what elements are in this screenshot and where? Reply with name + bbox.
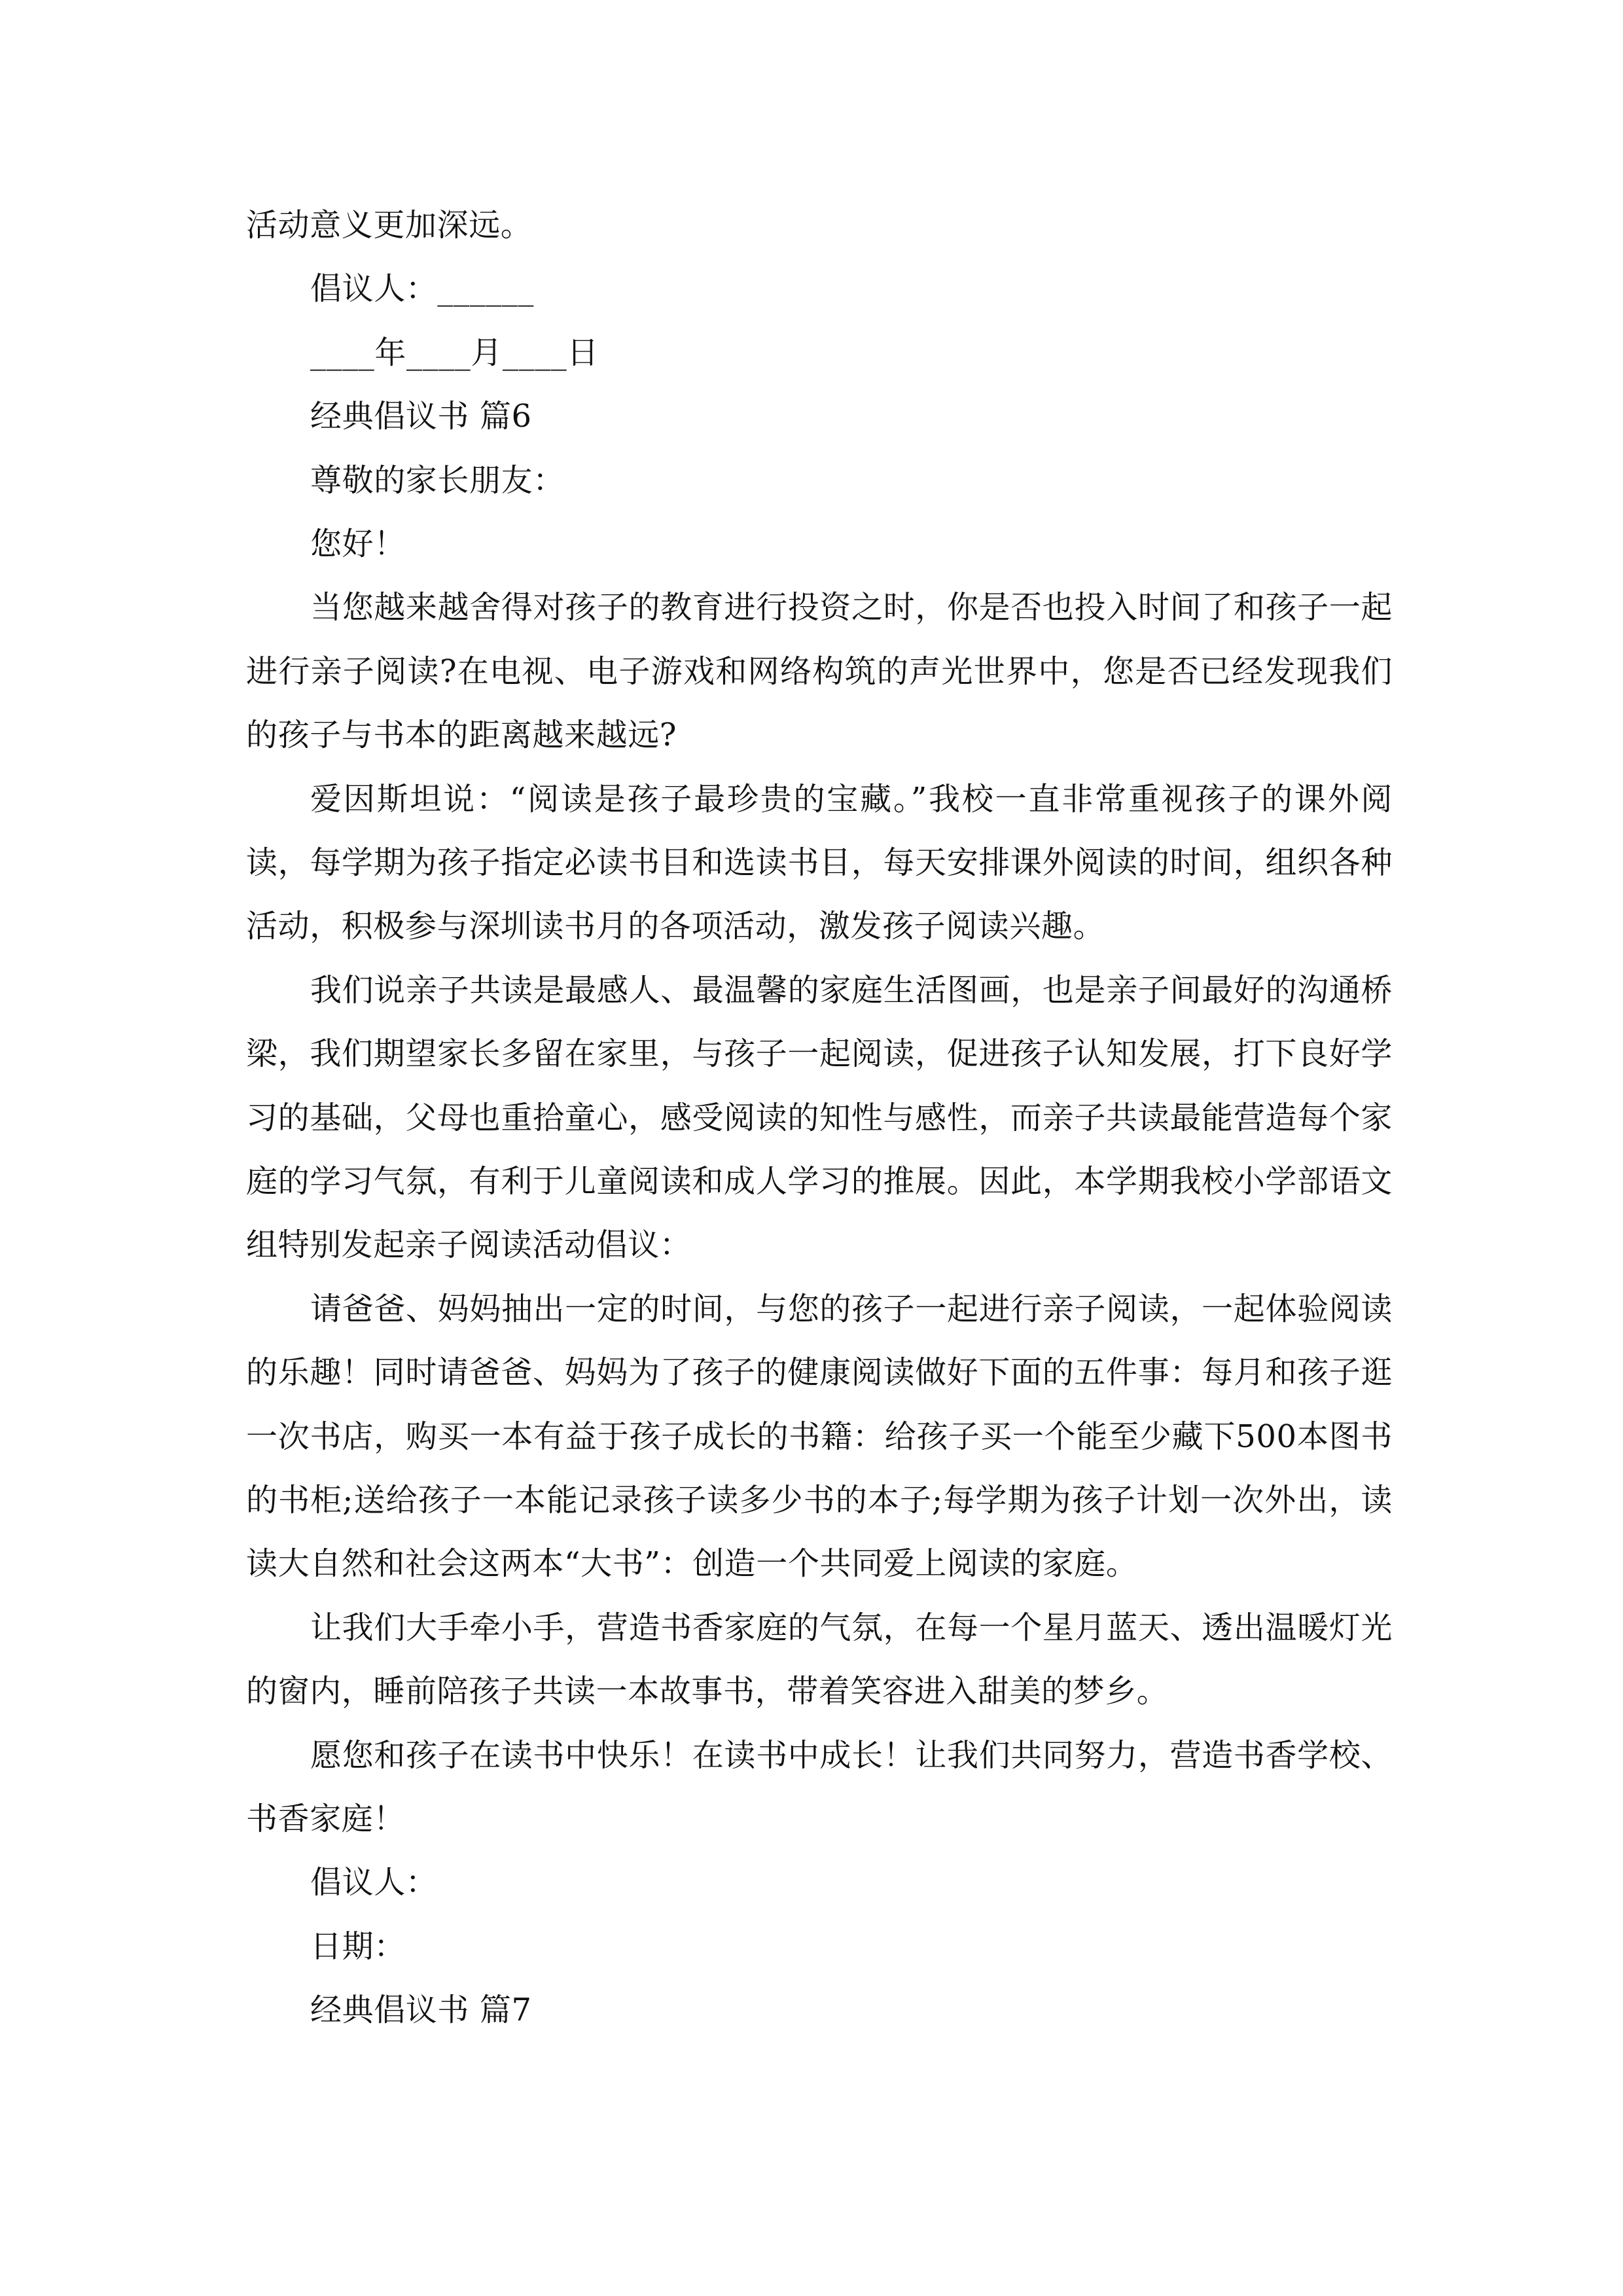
paragraph-einstein: 爱因斯坦说：“阅读是孩子最珍贵的宝藏。”我校一直非常重视孩子的课外阅读，每学期为孩子指定必读书目和选读书目，每天安排课外阅读的时间，组织各种活动，积极参与深圳读书月的各项活动，激发孩子阅读兴趣。 <box>246 780 1393 945</box>
closing-date: 日期： <box>310 1928 406 1965</box>
greeting: 您好！ <box>310 525 406 562</box>
paragraph-parent-child-reading: 我们说亲子共读是最感人、最温馨的家庭生活图画，也是亲子间最好的沟通桥梁，我们期望家长多留在家里，与孩子一起阅读，促进孩子认知发展，打下良好学习的基础，父母也重拾童心，感受阅读的知性与感性，而亲子共读最能营造每个家庭的学习气氛，有利于儿童阅读和成人学习的推展。因此，本学期我校小学部语文组特别发起亲子阅读活动倡议： <box>246 971 1393 1264</box>
section-heading-6: 经典倡议书 篇6 <box>310 398 532 435</box>
salutation: 尊敬的家长朋友： <box>310 461 565 499</box>
document-body <box>246 194 1393 2043</box>
paragraph-hand-in-hand: 让我们大手牵小手，营造书香家庭的气氛，在每一个星月蓝天、透出温暖灯光的窗内，睡前陪孩子共读一本故事书，带着笑容进入甜美的梦乡。 <box>246 1609 1393 1710</box>
proposer-line: 倡议人：______ <box>310 270 535 308</box>
closing-proposer: 倡议人： <box>310 1864 438 1901</box>
paragraph-intro: 当您越来越舍得对孩子的教育进行投资之时，你是否也投入时间了和孩子一起进行亲子阅读?在电视、电子游戏和网络构筑的声光世界中，您是否已经发现我们的孩子与书本的距离越来越远? <box>246 589 1393 754</box>
previous-section-ending: 活动意义更加深远。 <box>246 207 533 243</box>
paragraph-wishes: 愿您和孩子在读书中快乐！在读书中成长！让我们共同努力，营造书香学校、书香家庭！ <box>246 1736 1393 1838</box>
date-blank-line: ____年____月____日 <box>310 334 599 371</box>
paragraph-five-things: 请爸爸、妈妈抽出一定的时间，与您的孩子一起进行亲子阅读，一起体验阅读的乐趣！同时请爸爸、妈妈为了孩子的健康阅读做好下面的五件事：每月和孩子逛一次书店，购买一本有益于孩子成长的书籍：给孩子买一个能至少藏下500本图书的书柜;送给孩子一本能记录孩子读多少书的本子;每学期为孩子计划一次外出，读读大自然和社会这两本“大书”：创造一个共同爱上阅读的家庭。 <box>246 1290 1393 1583</box>
section-heading-7: 经典倡议书 篇7 <box>310 1992 532 2029</box>
